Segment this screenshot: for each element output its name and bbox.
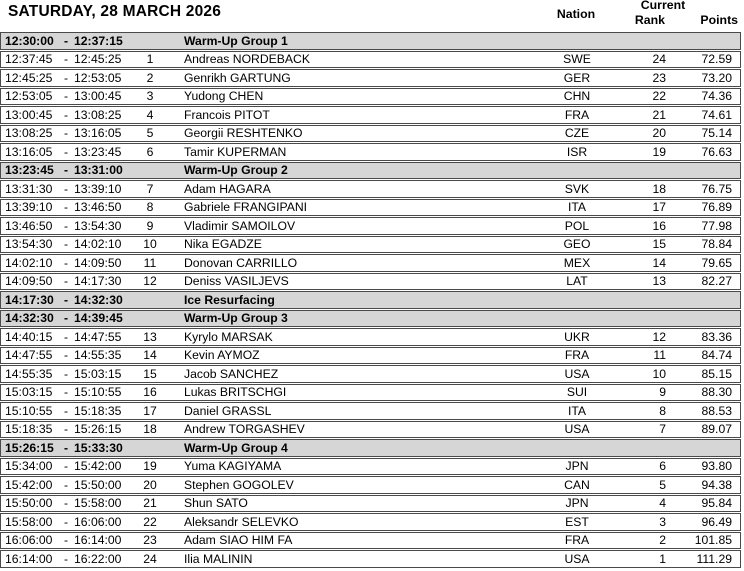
start-time: 13:39:10 [5, 200, 53, 215]
session-row [0, 439, 741, 457]
current-rank: 5 [659, 477, 666, 492]
current-points: 93.80 [701, 459, 732, 474]
start-number: 16 [143, 385, 157, 400]
end-time: 13:46:50 [74, 200, 122, 215]
current-rank: 22 [652, 89, 666, 104]
current-rank: 21 [652, 107, 666, 122]
end-time: 14:32:30 [74, 292, 123, 307]
session-label: Warm-Up Group 1 [184, 33, 288, 48]
nation-code: POL [564, 218, 590, 233]
session-row [0, 310, 741, 328]
current-points: 79.65 [701, 255, 732, 270]
end-time: 14:17:30 [74, 274, 122, 289]
time-separator: - [63, 126, 69, 141]
current-rank: 13 [652, 274, 666, 289]
time-separator: - [63, 107, 69, 122]
skater-row [0, 550, 741, 568]
start-number: 7 [146, 181, 154, 196]
end-time: 15:26:15 [74, 422, 122, 437]
current-points: 73.20 [701, 70, 732, 85]
nation-code: USA [564, 422, 590, 437]
end-time: 16:14:00 [74, 533, 122, 548]
skater-row [0, 328, 741, 346]
start-number: 1 [146, 52, 154, 67]
session-row [0, 162, 741, 180]
skater-name: Stephen GOGOLEV [184, 477, 294, 492]
skater-name: Ilia MALININ [184, 551, 253, 566]
current-rank: 14 [652, 255, 666, 270]
start-number: 2 [146, 70, 154, 85]
skater-row [0, 88, 741, 106]
skater-row [0, 236, 741, 254]
end-time: 12:45:25 [74, 52, 122, 67]
start-time: 14:47:55 [5, 348, 53, 363]
nation-code: LAT [566, 274, 588, 289]
nation-code: ISR [566, 144, 588, 159]
current-points: 76.89 [701, 200, 732, 215]
start-number: 3 [146, 89, 154, 104]
start-number: 4 [146, 107, 154, 122]
time-separator: - [63, 292, 69, 307]
nation-code: CZE [564, 126, 590, 141]
end-time: 13:39:10 [74, 181, 122, 196]
end-time: 15:33:30 [74, 440, 123, 455]
end-time: 15:50:00 [74, 477, 122, 492]
nation-code: FRA [564, 107, 590, 122]
session-row [0, 32, 741, 50]
nation-code: FRA [564, 533, 590, 548]
nation-code: FRA [564, 348, 590, 363]
current-points: 78.84 [701, 237, 732, 252]
time-separator: - [63, 496, 69, 511]
end-time: 14:02:10 [74, 237, 122, 252]
current-points: 88.53 [701, 403, 732, 418]
skater-row [0, 402, 741, 420]
session-row [0, 291, 741, 309]
skater-row [0, 199, 741, 217]
end-time: 13:54:30 [74, 218, 122, 233]
time-separator: - [63, 274, 69, 289]
skater-name: Vladimir SAMOILOV [184, 218, 296, 233]
nation-code: CHN [563, 89, 591, 104]
current-rank: 8 [659, 403, 666, 418]
start-number: 21 [143, 496, 157, 511]
skater-row [0, 69, 741, 87]
nation-code: GEO [563, 237, 591, 252]
skater-row [0, 421, 741, 439]
nation-code: CAN [564, 477, 590, 492]
skater-name: Yudong CHEN [184, 89, 264, 104]
session-label: Ice Resurfacing [184, 292, 275, 307]
skater-row [0, 495, 741, 513]
skater-name: Jacob SANCHEZ [184, 366, 279, 381]
current-rank: 20 [652, 126, 666, 141]
current-rank: 2 [659, 533, 666, 548]
time-separator: - [63, 514, 69, 529]
start-number: 22 [143, 514, 157, 529]
time-separator: - [63, 403, 69, 418]
current-points: 88.30 [701, 385, 732, 400]
end-time: 16:06:00 [74, 514, 122, 529]
current-points: 76.75 [701, 181, 732, 196]
start-time: 14:40:15 [5, 329, 53, 344]
start-number: 23 [143, 533, 157, 548]
start-time: 15:50:00 [5, 496, 53, 511]
start-time: 15:18:35 [5, 422, 53, 437]
end-time: 15:58:00 [74, 496, 122, 511]
end-time: 13:16:05 [74, 126, 122, 141]
end-time: 13:08:25 [74, 107, 122, 122]
nation-code: SVK [564, 181, 590, 196]
skater-row [0, 180, 741, 198]
start-time: 12:53:05 [5, 89, 53, 104]
current-rank: 18 [652, 181, 666, 196]
nation-code: GER [563, 70, 591, 85]
skater-name: Donovan CARRILLO [184, 255, 298, 270]
start-number: 11 [143, 255, 157, 270]
time-separator: - [63, 163, 69, 178]
end-time: 14:47:55 [74, 329, 122, 344]
skater-name: Andrew TORGASHEV [184, 422, 305, 437]
column-header-current: Current [640, 0, 686, 12]
start-time: 12:37:45 [5, 52, 53, 67]
start-time: 14:17:30 [5, 292, 54, 307]
current-rank: 15 [652, 237, 666, 252]
current-rank: 9 [659, 385, 666, 400]
time-separator: - [63, 33, 69, 48]
time-separator: - [63, 459, 69, 474]
current-rank: 23 [652, 70, 666, 85]
start-number: 20 [143, 477, 157, 492]
skater-name: Kevin AYMOZ [184, 348, 260, 363]
session-label: Warm-Up Group 4 [184, 440, 288, 455]
start-number: 24 [143, 551, 157, 566]
start-time: 13:00:45 [5, 107, 53, 122]
nation-code: MEX [563, 255, 591, 270]
current-points: 74.36 [701, 89, 732, 104]
start-time: 13:23:45 [5, 163, 54, 178]
current-points: 72.59 [701, 52, 732, 67]
start-time: 14:55:35 [5, 366, 53, 381]
skater-name: Shun SATO [184, 496, 248, 511]
skater-row [0, 254, 741, 272]
current-points: 74.61 [701, 107, 732, 122]
end-time: 14:09:50 [74, 255, 122, 270]
start-time: 12:45:25 [5, 70, 53, 85]
column-header-rank: Rank [634, 13, 665, 27]
skater-row [0, 384, 741, 402]
end-time: 13:00:45 [74, 89, 122, 104]
start-time: 13:46:50 [5, 218, 53, 233]
nation-code: EST [565, 514, 589, 529]
skater-name: Aleksandr SELEVKO [184, 514, 299, 529]
skater-row [0, 125, 741, 143]
current-points: 85.15 [701, 366, 732, 381]
start-time: 13:54:30 [5, 237, 53, 252]
end-time: 12:53:05 [74, 70, 122, 85]
start-number: 17 [143, 403, 157, 418]
session-label: Warm-Up Group 3 [184, 311, 288, 326]
current-rank: 16 [652, 218, 666, 233]
start-number: 14 [143, 348, 157, 363]
time-separator: - [63, 366, 69, 381]
nation-code: JPN [565, 459, 589, 474]
current-points: 94.38 [701, 477, 732, 492]
current-rank: 7 [659, 422, 666, 437]
skater-name: Andreas NORDEBACK [184, 52, 310, 67]
current-rank: 3 [659, 514, 666, 529]
time-separator: - [63, 181, 69, 196]
start-time: 16:06:00 [5, 533, 53, 548]
end-time: 15:18:35 [74, 403, 122, 418]
start-time: 15:03:15 [5, 385, 53, 400]
end-time: 14:39:45 [74, 311, 123, 326]
current-rank: 6 [659, 459, 666, 474]
current-rank: 1 [659, 551, 666, 566]
start-number: 12 [143, 274, 157, 289]
time-separator: - [63, 348, 69, 363]
current-rank: 4 [659, 496, 666, 511]
skater-name: Gabriele FRANGIPANI [184, 200, 308, 215]
time-separator: - [63, 477, 69, 492]
skater-name: Daniel GRASSL [184, 403, 272, 418]
start-time: 13:08:25 [5, 126, 53, 141]
time-separator: - [63, 440, 69, 455]
current-rank: 12 [652, 329, 666, 344]
time-separator: - [63, 551, 69, 566]
time-separator: - [63, 218, 69, 233]
skater-row [0, 458, 741, 476]
nation-code: JPN [565, 496, 589, 511]
skater-row [0, 513, 741, 531]
skater-row [0, 143, 741, 161]
current-rank: 19 [652, 144, 666, 159]
skater-name: Georgii RESHTENKO [184, 126, 303, 141]
skater-row [0, 365, 741, 383]
skater-row [0, 476, 741, 494]
column-header-nation: Nation [556, 7, 596, 21]
skater-row [0, 273, 741, 291]
column-header-points: Points [700, 13, 738, 27]
start-number: 15 [143, 366, 157, 381]
nation-code: ITA [567, 403, 587, 418]
start-time: 12:30:00 [5, 33, 54, 48]
end-time: 16:22:00 [74, 551, 122, 566]
page-title: SATURDAY, 28 MARCH 2026 [8, 3, 222, 20]
start-time: 13:31:30 [5, 181, 53, 196]
end-time: 12:37:15 [74, 33, 123, 48]
end-time: 15:10:55 [74, 385, 122, 400]
schedule-table [0, 32, 741, 569]
skater-name: Lukas BRITSCHGI [184, 385, 287, 400]
nation-code: USA [564, 551, 590, 566]
current-rank: 24 [652, 52, 666, 67]
end-time: 15:42:00 [74, 459, 122, 474]
skater-name: Nika EGADZE [184, 237, 262, 252]
start-number: 5 [146, 126, 154, 141]
skater-name: Yuma KAGIYAMA [184, 459, 282, 474]
end-time: 13:31:00 [74, 163, 123, 178]
skater-row [0, 347, 741, 365]
start-number: 18 [143, 422, 157, 437]
end-time: 14:55:35 [74, 348, 122, 363]
time-separator: - [63, 385, 69, 400]
current-points: 101.85 [694, 533, 732, 548]
start-time: 14:32:30 [5, 311, 54, 326]
current-points: 83.36 [701, 329, 732, 344]
time-separator: - [63, 237, 69, 252]
time-separator: - [63, 89, 69, 104]
nation-code: UKR [564, 329, 590, 344]
current-points: 89.07 [701, 422, 732, 437]
end-time: 13:23:45 [74, 144, 122, 159]
start-time: 15:10:55 [5, 403, 53, 418]
nation-code: SUI [566, 385, 588, 400]
start-time: 15:34:00 [5, 459, 53, 474]
skater-name: Tamir KUPERMAN [184, 144, 287, 159]
time-separator: - [63, 144, 69, 159]
nation-code: ITA [567, 200, 587, 215]
current-rank: 11 [653, 348, 666, 363]
current-points: 76.63 [701, 144, 732, 159]
current-points: 111.29 [696, 551, 732, 566]
time-separator: - [63, 200, 69, 215]
current-points: 84.74 [701, 348, 732, 363]
current-points: 82.27 [701, 274, 732, 289]
current-points: 77.98 [701, 218, 732, 233]
nation-code: USA [564, 366, 590, 381]
start-time: 15:58:00 [5, 514, 53, 529]
nation-code: SWE [563, 52, 591, 67]
start-time: 13:16:05 [5, 144, 53, 159]
time-separator: - [63, 70, 69, 85]
start-number: 10 [143, 237, 157, 252]
start-number: 19 [143, 459, 157, 474]
start-time: 16:14:00 [5, 551, 53, 566]
start-number: 9 [146, 218, 154, 233]
skater-row [0, 51, 741, 69]
session-label: Warm-Up Group 2 [184, 163, 288, 178]
skater-name: Kyrylo MARSAK [184, 329, 273, 344]
time-separator: - [63, 422, 69, 437]
skater-name: Adam SIAO HIM FA [184, 533, 293, 548]
current-points: 96.49 [701, 514, 732, 529]
skater-name: Genrikh GARTUNG [184, 70, 291, 85]
skater-name: Adam HAGARA [184, 181, 271, 196]
end-time: 15:03:15 [74, 366, 122, 381]
skater-row [0, 106, 741, 124]
skater-name: Francois PITOT [184, 107, 270, 122]
start-time: 15:26:15 [5, 440, 54, 455]
skater-name: Deniss VASILJEVS [184, 274, 289, 289]
time-separator: - [63, 533, 69, 548]
time-separator: - [63, 311, 69, 326]
skater-row [0, 532, 741, 550]
skater-row [0, 217, 741, 235]
current-points: 95.84 [701, 496, 732, 511]
current-rank: 17 [652, 200, 666, 215]
start-time: 14:09:50 [5, 274, 53, 289]
start-time: 14:02:10 [5, 255, 53, 270]
start-number: 6 [146, 144, 154, 159]
time-separator: - [63, 329, 69, 344]
time-separator: - [63, 255, 69, 270]
current-rank: 10 [652, 366, 666, 381]
start-time: 15:42:00 [5, 477, 53, 492]
start-number: 8 [146, 200, 154, 215]
current-points: 75.14 [701, 126, 732, 141]
time-separator: - [63, 52, 69, 67]
start-number: 13 [143, 329, 157, 344]
